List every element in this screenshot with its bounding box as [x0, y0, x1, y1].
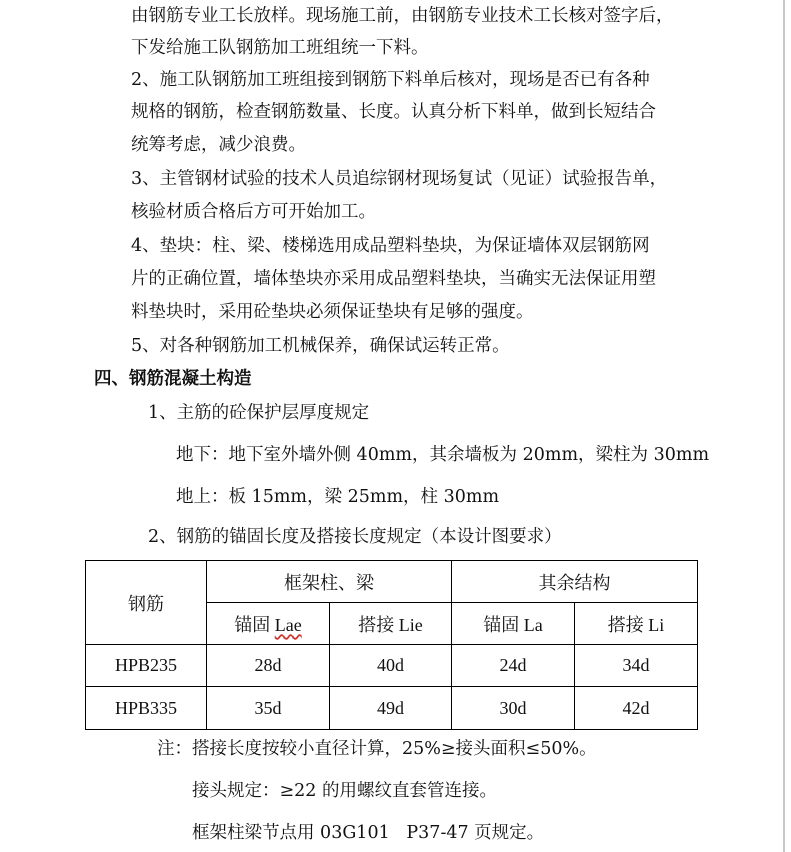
cover-thickness-above-ground: 地上：板 15mm，梁 25mm，柱 30mm [176, 487, 500, 507]
paragraph-line: 片的正确位置，墙体垫块亦采用成品塑料垫块，当确实无法保证用塑 [131, 269, 656, 289]
table-cell-la: 24d [452, 645, 575, 687]
column-group-other: 其余结构 [452, 561, 698, 603]
column-group-frame: 框架柱、梁 [207, 561, 452, 603]
paragraph-line: 5、对各种钢筋加工机械保养，确保试运转正常。 [131, 336, 510, 356]
paragraph-line: 料垫块时，采用砼垫块必须保证垫块有足够的强度。 [131, 302, 534, 322]
paragraph-line: 下发给施工队钢筋加工班组统一下料。 [131, 38, 429, 58]
paragraph-line: 由钢筋专业工长放样。现场施工前，由钢筋专业技术工长核对签字后， [131, 6, 674, 26]
column-header-anchor-la: 锚固 La [452, 603, 575, 645]
cover-thickness-underground: 地下：地下室外墙外侧 40mm，其余墙板为 20mm，梁柱为 30mm [176, 445, 710, 465]
column-header-lap-lie: 搭接 Lie [330, 603, 452, 645]
anchor-prefix: 锚固 [234, 614, 271, 635]
note-lap-length: 注：搭接长度按较小直径计算，25%≥接头面积≤50%。 [157, 739, 597, 759]
note-frame-joint: 框架柱梁节点用 03G101 P37-47 页规定。 [192, 823, 545, 843]
table-cell-lie: 49d [330, 687, 452, 730]
page-right-edge [783, 0, 785, 852]
column-header-anchor-lae [207, 603, 330, 645]
table-cell-grade: HPB335 [86, 687, 207, 730]
table-row [86, 645, 698, 687]
table-cell-lae: 35d [207, 687, 330, 730]
table-cell-grade: HPB235 [86, 645, 207, 687]
table-row [86, 687, 698, 730]
anchorage-lap-length-table [85, 560, 698, 730]
column-header-lap-li: 搭接 Li [575, 603, 698, 645]
table-cell-la: 30d [452, 687, 575, 730]
subsection-title: 2、钢筋的锚固长度及搭接长度规定（本设计图要求） [148, 527, 562, 547]
table-cell-lae: 28d [207, 645, 330, 687]
paragraph-line: 核验材质合格后方可开始加工。 [131, 202, 376, 222]
note-joint-rule: 接头规定：≥22 的用螺纹直套管连接。 [192, 781, 497, 801]
table-cell-li: 34d [575, 645, 698, 687]
paragraph-line: 规格的钢筋，检查钢筋数量、长度。认真分析下料单，做到长短结合 [131, 102, 656, 122]
lae-label: Lae [274, 614, 302, 635]
subsection-title: 1、主筋的砼保护层厚度规定 [148, 403, 370, 423]
table-cell-li: 42d [575, 687, 698, 730]
paragraph-line: 2、施工队钢筋加工班组接到钢筋下料单后核对，现场是否已有各种 [131, 70, 650, 90]
paragraph-line: 4、垫块：柱、梁、楼梯选用成品塑料垫块，为保证墙体双层钢筋网 [131, 236, 650, 256]
paragraph-line: 3、主管钢材试验的技术人员追综钢材现场复试（见证）试验报告单， [131, 169, 668, 189]
row-header-rebar: 钢筋 [86, 561, 207, 645]
paragraph-line: 统筹考虑，减少浪费。 [131, 135, 306, 155]
section-heading: 四、钢筋混凝土构造 [94, 369, 252, 389]
table-cell-lie: 40d [330, 645, 452, 687]
